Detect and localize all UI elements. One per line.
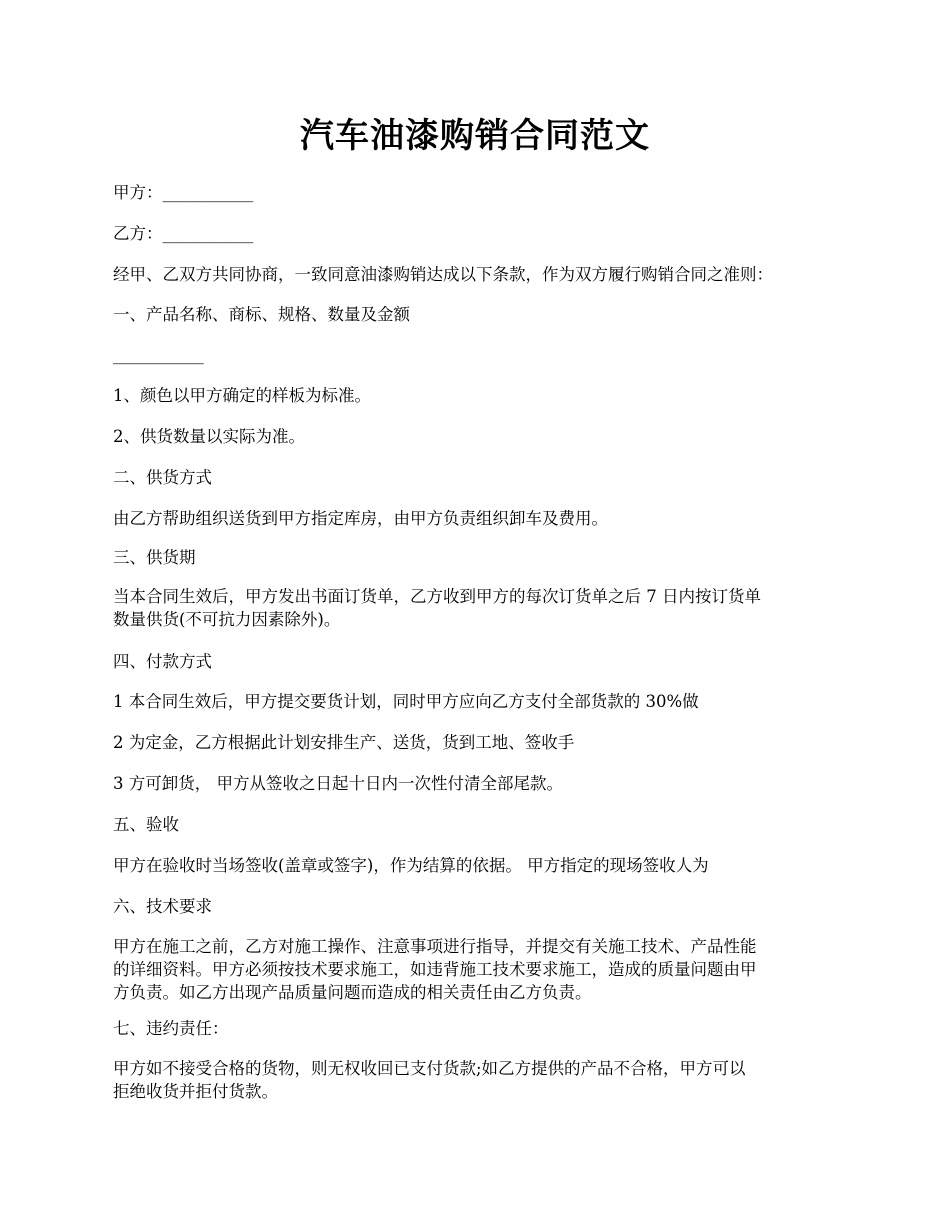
- section-6-body-line-3: 方负责。如乙方出现产品质量问题而造成的相关责任由乙方负责。: [113, 983, 592, 1002]
- section-7-body-line-1: 甲方如不接受合格的货物，则无权收回已支付货款;如乙方提供的产品不合格，甲方可以: [113, 1059, 746, 1078]
- section-6-body-line-2: 的详细资料。甲方必须按技术要求施工，如违背施工技术要求施工，造成的质量问题由甲: [113, 960, 757, 979]
- section-6-body: [113, 935, 843, 1004]
- section-7-body: [113, 1057, 843, 1103]
- document-title: 汽车油漆购销合同范文: [300, 116, 650, 156]
- section-4-item-3: 3 方可卸货， 甲方从签收之日起十日内一次性付清全部尾款。: [113, 774, 563, 793]
- party-b-line: 乙方：___________: [113, 224, 254, 243]
- section-4-heading: 四、付款方式: [113, 652, 212, 671]
- party-a-line: 甲方：___________: [113, 183, 254, 202]
- section-2-heading: 二、供货方式: [113, 468, 212, 487]
- intro-paragraph: 经甲、乙双方共同协商，一致同意油漆购销达成以下条款，作为双方履行购销合同之准则：: [113, 265, 773, 284]
- section-3-heading: 三、供货期: [113, 548, 196, 567]
- section-1-blank: ___________: [113, 345, 204, 364]
- section-3-body-line-2: 数量供货(不可抗力因素除外)。: [113, 610, 341, 629]
- section-4-item-2: 2 为定金，乙方根据此计划安排生产、送货，货到工地、签收手: [113, 733, 575, 752]
- section-4-item-1: 1 本合同生效后，甲方提交要货计划，同时甲方应向乙方支付全部货款的 30%做: [113, 692, 699, 711]
- section-6-body-line-1: 甲方在施工之前，乙方对施工操作、注意事项进行指导，并提交有关施工技术、产品性能: [113, 937, 757, 956]
- section-5-body: 甲方在验收时当场签收(盖章或签字)，作为结算的依据。 甲方指定的现场签收人为: [113, 856, 709, 875]
- section-6-heading: 六、技术要求: [113, 897, 212, 916]
- section-1-heading: 一、产品名称、商标、规格、数量及金额: [113, 305, 410, 324]
- section-3-body-line-1: 当本合同生效后，甲方发出书面订货单，乙方收到甲方的每次订货单之后 7 日内按订货单: [113, 587, 761, 606]
- section-7-heading: 七、违约责任：: [113, 1019, 229, 1038]
- section-7-body-line-2: 拒绝收货并拒付货款。: [113, 1082, 278, 1101]
- section-2-body: 由乙方帮助组织送货到甲方指定库房，由甲方负责组织卸车及费用。: [113, 509, 608, 528]
- section-3-body: [113, 585, 843, 631]
- section-1-item-1: 1、颜色以甲方确定的样板为标准。: [113, 386, 371, 405]
- section-5-heading: 五、验收: [113, 815, 179, 834]
- section-1-item-2: 2、供货数量以实际为准。: [113, 427, 305, 446]
